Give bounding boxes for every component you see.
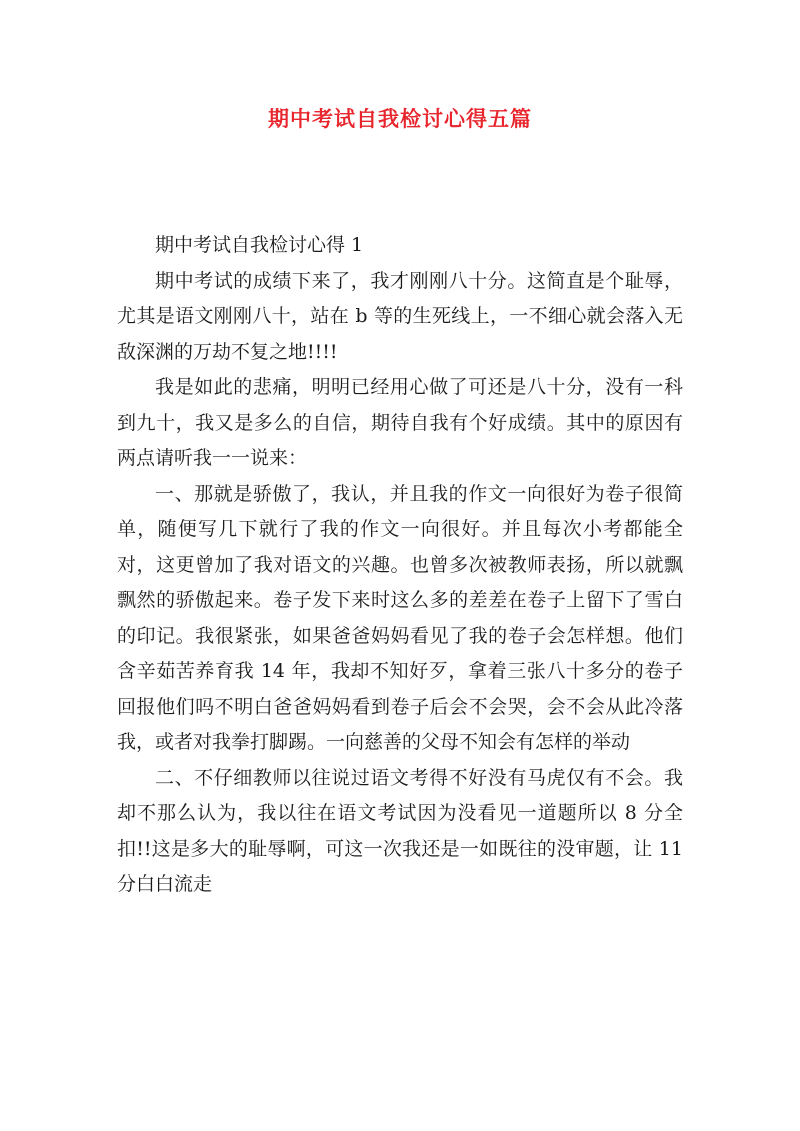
paragraph: 我是如此的悲痛，明明已经用心做了可还是八十分，没有一科到九十，我又是多么的自信，期待自我有个好成绩。其中的原因有两点请听我一一说来：	[117, 376, 683, 469]
paragraph: 期中考试的成绩下来了，我才刚刚八十分。这简直是个耻辱，尤其是语文刚刚八十，站在 b 等的生死线上，一不细心就会落入无敌深渊的万劫不复之地!!!!	[117, 269, 683, 363]
paragraph: 一、那就是骄傲了，我认，并且我的作文一向很好为卷子很简单，随便写几下就行了我的作文一向很好。并且每次小考都能全对，这更曾加了我对语文的兴趣。也曾多次被教师表扬，所以就飘飘然的骄傲起来。卷子发下来时这么多的差差在卷子上留下了雪白的印记。我很紧张，如果爸爸妈妈看见了我的卷子会怎样想。他们含辛茹苦养育我 14 年，我却不知好歹，拿着三张八十多分的卷子回报他们吗不明白爸爸妈妈看到卷子后会不会哭，会不会从此冷落我，或者对我拳打脚踢。一向慈善的父母不知会有怎样的举动	[117, 482, 683, 753]
paragraph: 二、不仔细教师以往说过语文考得不好没有马虎仅有不会。我却不那么认为，我以往在语文考试因为没看见一道题所以 8 分全扣!!这是多大的耻辱啊，可这一次我还是一如既往的没审题，让 11 分白白流走	[117, 766, 683, 895]
section-heading: 期中考试自我检讨心得 1	[155, 234, 364, 256]
document-body	[117, 228, 683, 903]
document-title: 期中考试自我检讨心得五篇	[268, 106, 532, 131]
